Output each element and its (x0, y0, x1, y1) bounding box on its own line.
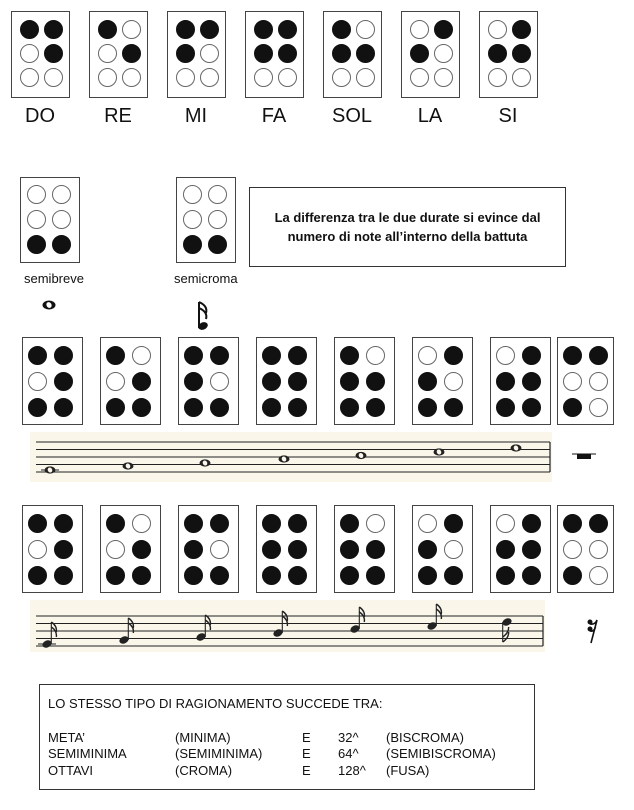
empty-dot (52, 210, 71, 229)
raised-dot (200, 20, 219, 39)
raised-dot (106, 566, 125, 585)
raised-dot (132, 398, 151, 417)
raised-dot (44, 20, 63, 39)
raised-dot (332, 20, 351, 39)
raised-dot (54, 566, 73, 585)
empty-dot (106, 372, 125, 391)
comparison-row-2-col-c: E (302, 746, 311, 761)
comparison-row-3-col-e: (FUSA) (386, 763, 430, 778)
raised-dot (106, 514, 125, 533)
raised-dot (512, 20, 531, 39)
note-label-la: LA (417, 105, 443, 127)
raised-dot (522, 372, 541, 391)
raised-dot (132, 372, 151, 391)
empty-dot (589, 566, 608, 585)
braille-cell-semicroma (176, 177, 236, 263)
semicroma-note (118, 618, 133, 645)
raised-dot (54, 540, 73, 559)
raised-dot (366, 398, 385, 417)
empty-dot (210, 540, 229, 559)
empty-dot (200, 68, 219, 87)
raised-dot (183, 235, 202, 254)
semicroma-rest-symbol (586, 617, 600, 645)
raised-dot (444, 566, 463, 585)
raised-dot (106, 398, 125, 417)
empty-dot (44, 68, 63, 87)
note-label-do: DO (25, 105, 55, 127)
raised-dot (522, 566, 541, 585)
braille-cell-row2-2 (100, 505, 161, 593)
note-label-re: RE (104, 105, 132, 127)
comparison-row-2-col-d: 64^ (338, 746, 359, 761)
empty-dot (183, 185, 202, 204)
comparison-row-1-col-c: E (302, 730, 311, 745)
raised-dot (176, 44, 195, 63)
comparison-row-3-col-c: E (302, 763, 311, 778)
empty-dot (28, 540, 47, 559)
semicroma-note (38, 622, 56, 649)
raised-dot (366, 566, 385, 585)
raised-dot (20, 20, 39, 39)
raised-dot (184, 540, 203, 559)
empty-dot (200, 44, 219, 63)
raised-dot (210, 566, 229, 585)
empty-dot (444, 372, 463, 391)
empty-dot (496, 346, 515, 365)
semibreve-note (356, 452, 367, 459)
comparison-row-1-col-a: META’ (48, 730, 86, 745)
raised-dot (340, 372, 359, 391)
raised-dot (54, 398, 73, 417)
semibreve-note (41, 466, 59, 473)
braille-cell-semibreve (20, 177, 80, 263)
empty-dot (434, 44, 453, 63)
comparison-row-1-col-e: (BISCROMA) (386, 730, 464, 745)
raised-dot (28, 514, 47, 533)
empty-dot (208, 210, 227, 229)
braille-cell-row2-8 (557, 505, 614, 593)
raised-dot (54, 514, 73, 533)
raised-dot (340, 346, 359, 365)
semibreve-note (123, 462, 134, 469)
semicroma-note (272, 611, 287, 638)
empty-dot (278, 68, 297, 87)
note-label-sol: SOL (331, 105, 373, 127)
braille-cell-row2-3 (178, 505, 239, 593)
raised-dot (288, 346, 307, 365)
empty-dot (98, 68, 117, 87)
raised-dot (444, 398, 463, 417)
semicroma-symbol (194, 300, 214, 332)
raised-dot (340, 540, 359, 559)
empty-dot (366, 346, 385, 365)
empty-dot (183, 210, 202, 229)
comparison-box (39, 684, 535, 790)
raised-dot (410, 44, 429, 63)
empty-dot (496, 514, 515, 533)
raised-dot (522, 346, 541, 365)
raised-dot (589, 346, 608, 365)
raised-dot (496, 540, 515, 559)
empty-dot (356, 68, 375, 87)
semibreve-note (434, 448, 445, 455)
note-label-si: SI (498, 105, 518, 127)
empty-dot (410, 68, 429, 87)
raised-dot (98, 20, 117, 39)
staff-semibrevi (30, 432, 552, 482)
raised-dot (184, 372, 203, 391)
raised-dot (496, 372, 515, 391)
empty-dot (589, 372, 608, 391)
empty-dot (20, 44, 39, 63)
raised-dot (208, 235, 227, 254)
raised-dot (254, 44, 273, 63)
raised-dot (563, 398, 582, 417)
duration-label-semibreve: semibreve (24, 271, 84, 286)
empty-dot (434, 68, 453, 87)
raised-dot (340, 398, 359, 417)
empty-dot (356, 20, 375, 39)
note-label-mi: MI (184, 105, 208, 127)
raised-dot (288, 540, 307, 559)
explanation-text: La differenza tra le due durate si evince dal numero di note all’interno della battuta (274, 210, 541, 244)
empty-dot (488, 20, 507, 39)
empty-dot (418, 346, 437, 365)
raised-dot (288, 398, 307, 417)
empty-dot (98, 44, 117, 63)
empty-dot (122, 20, 141, 39)
comparison-row-1-col-b: (MINIMA) (175, 730, 231, 745)
empty-dot (410, 20, 429, 39)
raised-dot (512, 44, 531, 63)
empty-dot (52, 185, 71, 204)
semibreve-note (511, 444, 522, 451)
empty-dot (366, 514, 385, 533)
braille-cell-row1-6 (412, 337, 473, 425)
empty-dot (418, 514, 437, 533)
semicroma-note (349, 607, 364, 634)
raised-dot (496, 398, 515, 417)
braille-cell-row2-1 (22, 505, 83, 593)
raised-dot (184, 514, 203, 533)
raised-dot (288, 514, 307, 533)
raised-dot (522, 514, 541, 533)
raised-dot (278, 20, 297, 39)
semibreve-note (200, 459, 211, 466)
semibreve-rest-symbol (571, 450, 597, 464)
raised-dot (210, 346, 229, 365)
raised-dot (27, 235, 46, 254)
raised-dot (522, 398, 541, 417)
raised-dot (488, 44, 507, 63)
comparison-row-2-col-b: (SEMIMINIMA) (175, 746, 263, 761)
raised-dot (262, 372, 281, 391)
empty-dot (512, 68, 531, 87)
raised-dot (184, 566, 203, 585)
raised-dot (356, 44, 375, 63)
braille-cell-row1-3 (178, 337, 239, 425)
raised-dot (444, 346, 463, 365)
empty-dot (208, 185, 227, 204)
semibreve-symbol (40, 298, 60, 312)
raised-dot (288, 372, 307, 391)
braille-cell-row1-2 (100, 337, 161, 425)
raised-dot (340, 566, 359, 585)
raised-dot (563, 566, 582, 585)
comparison-heading: LO STESSO TIPO DI RAGIONAMENTO SUCCEDE TRA: (48, 696, 383, 711)
empty-dot (28, 372, 47, 391)
comparison-row-3-col-a: OTTAVI (48, 763, 94, 778)
empty-dot (210, 372, 229, 391)
braille-cell-row1-4 (256, 337, 317, 425)
braille-cell-row1-8 (557, 337, 614, 425)
empty-dot (563, 372, 582, 391)
raised-dot (496, 566, 515, 585)
empty-dot (132, 346, 151, 365)
raised-dot (106, 346, 125, 365)
raised-dot (210, 514, 229, 533)
empty-dot (589, 540, 608, 559)
explanation-box (249, 187, 566, 267)
semibreve-note (279, 455, 290, 462)
comparison-row-1-col-d: 32^ (338, 730, 359, 745)
raised-dot (563, 514, 582, 533)
empty-dot (332, 68, 351, 87)
empty-dot (589, 398, 608, 417)
semicroma-note (426, 604, 441, 631)
raised-dot (54, 372, 73, 391)
comparison-row-2-col-a: SEMIMINIMA (48, 746, 127, 761)
braille-cell-mi (167, 11, 226, 98)
raised-dot (444, 514, 463, 533)
braille-cell-do (11, 11, 70, 98)
raised-dot (122, 44, 141, 63)
empty-dot (106, 540, 125, 559)
raised-dot (418, 566, 437, 585)
raised-dot (522, 540, 541, 559)
raised-dot (262, 566, 281, 585)
raised-dot (28, 566, 47, 585)
raised-dot (434, 20, 453, 39)
braille-cell-row2-7 (490, 505, 551, 593)
braille-cell-row1-7 (490, 337, 551, 425)
comparison-row-2-col-e: (SEMIBISCROMA) (386, 746, 496, 761)
raised-dot (54, 346, 73, 365)
braille-cell-row2-6 (412, 505, 473, 593)
raised-dot (132, 566, 151, 585)
empty-dot (20, 68, 39, 87)
raised-dot (28, 346, 47, 365)
raised-dot (28, 398, 47, 417)
raised-dot (254, 20, 273, 39)
raised-dot (184, 398, 203, 417)
empty-dot (122, 68, 141, 87)
duration-label-semicroma: semicroma (174, 271, 238, 286)
raised-dot (288, 566, 307, 585)
empty-dot (27, 185, 46, 204)
raised-dot (418, 398, 437, 417)
empty-dot (254, 68, 273, 87)
raised-dot (44, 44, 63, 63)
raised-dot (418, 540, 437, 559)
raised-dot (262, 398, 281, 417)
braille-cell-row1-1 (22, 337, 83, 425)
braille-cell-si (479, 11, 538, 98)
braille-cell-la (401, 11, 460, 98)
raised-dot (132, 540, 151, 559)
empty-dot (132, 514, 151, 533)
raised-dot (418, 372, 437, 391)
raised-dot (278, 44, 297, 63)
braille-cell-re (89, 11, 148, 98)
raised-dot (589, 514, 608, 533)
braille-cell-row1-5 (334, 337, 395, 425)
raised-dot (210, 398, 229, 417)
empty-dot (488, 68, 507, 87)
empty-dot (176, 68, 195, 87)
raised-dot (262, 514, 281, 533)
raised-dot (366, 372, 385, 391)
braille-cell-row2-5 (334, 505, 395, 593)
raised-dot (184, 346, 203, 365)
staff-semicrome (30, 600, 545, 652)
raised-dot (332, 44, 351, 63)
raised-dot (366, 540, 385, 559)
comparison-row-3-col-d: 128^ (338, 763, 366, 778)
empty-dot (444, 540, 463, 559)
raised-dot (176, 20, 195, 39)
braille-cell-row2-4 (256, 505, 317, 593)
empty-dot (27, 210, 46, 229)
raised-dot (262, 346, 281, 365)
raised-dot (262, 540, 281, 559)
braille-cell-sol (323, 11, 382, 98)
note-label-fa: FA (261, 105, 287, 127)
empty-dot (563, 540, 582, 559)
raised-dot (52, 235, 71, 254)
comparison-row-3-col-b: (CROMA) (175, 763, 233, 778)
raised-dot (563, 346, 582, 365)
raised-dot (340, 514, 359, 533)
braille-cell-fa (245, 11, 304, 98)
